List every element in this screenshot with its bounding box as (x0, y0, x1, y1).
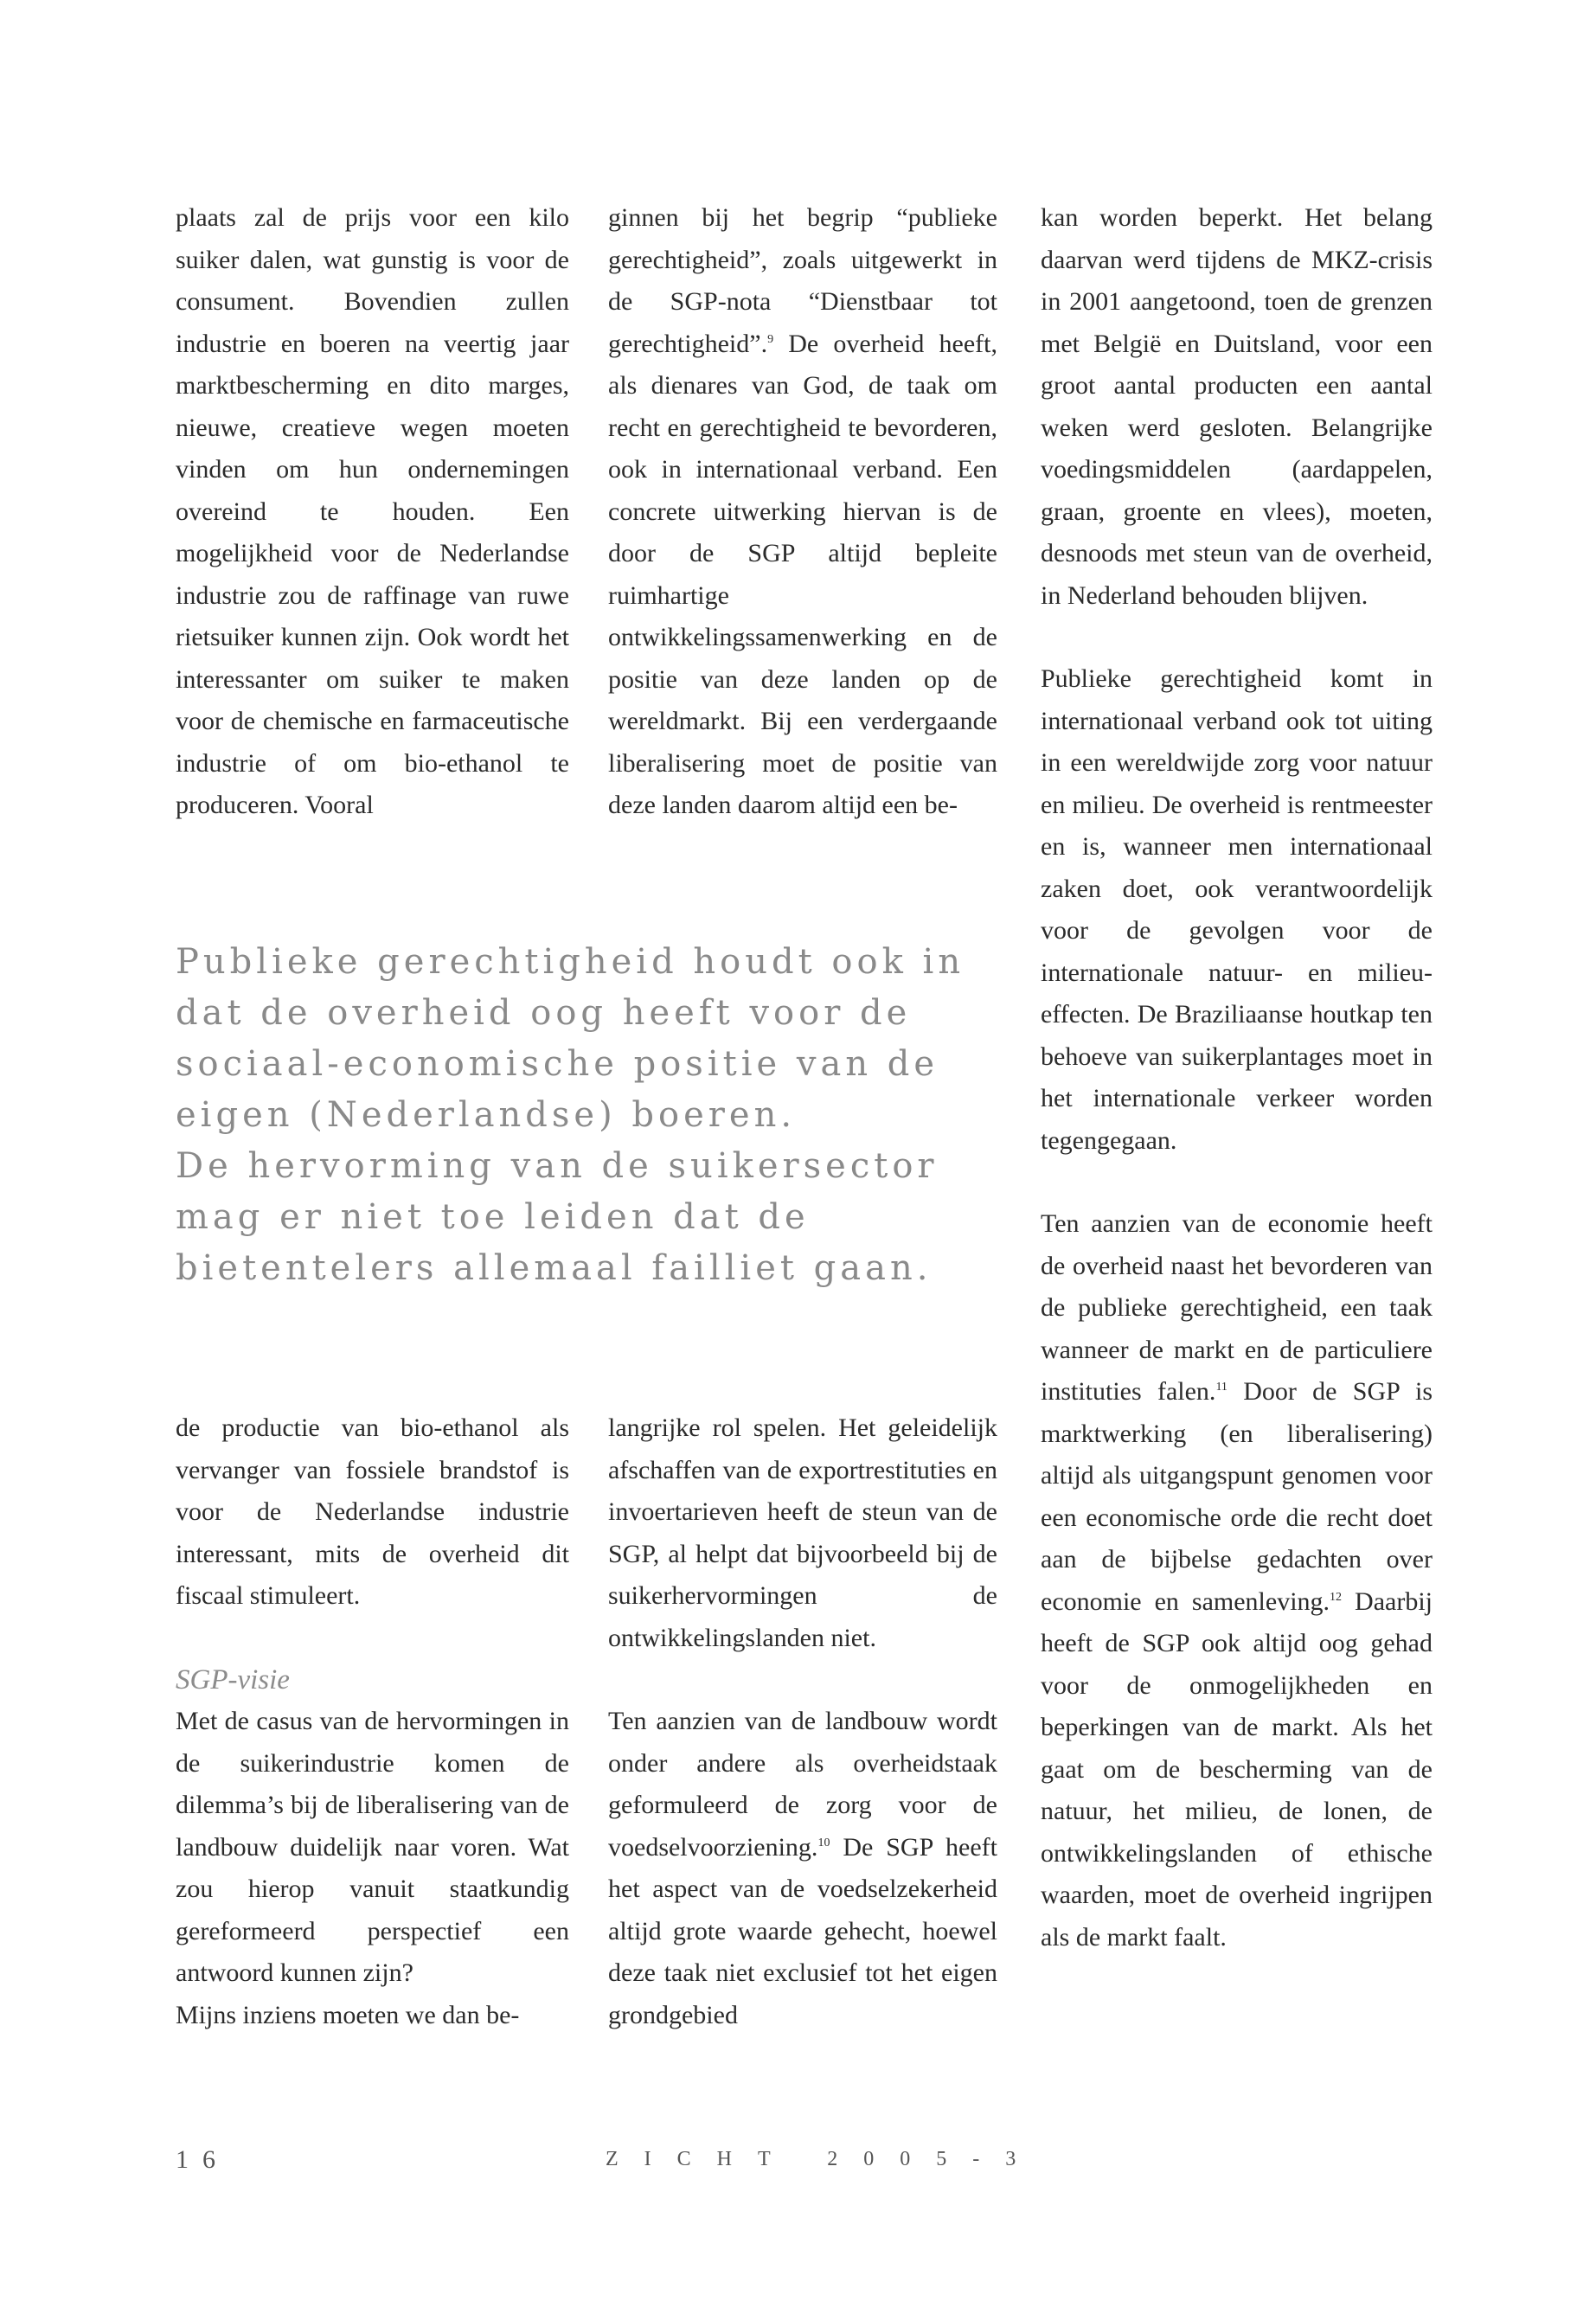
footnote-ref: 9 (767, 332, 774, 346)
paragraph: kan worden beperkt. Het belang daarvan werd tijdens de MKZ-crisis in 2001 aangetoond, toen de grenzen met België en Duitsland, voor een groot aantal producten een aantal weken werd gesloten. Belangrijke voedingsmiddelen (aardappelen, graan, groente en vlees), moeten, desnoods met steun van de overheid, in Nederland behouden blijven. (1041, 203, 1433, 610)
paragraph (1041, 1203, 1433, 1958)
footnote-ref: 12 (1330, 1590, 1343, 1604)
page-number: 16 (176, 2145, 229, 2174)
column-1-top (176, 197, 569, 827)
paragraph: langrijke rol spelen. Het geleidelijk afschaffen van de exportrestituties en invoertarieven heeft de steun van de SGP, al helpt dat bijvoorbeeld bij de suikerhervormingen de ontwikkelingslanden niet. (608, 1413, 997, 1652)
pull-quote-line: Publieke gerechtigheid houdt ook in dat de overheid oog heeft voor de sociaal-economische positie van de eigen (Nederlandse) boeren. (176, 942, 965, 1135)
text-run: De overheid heeft, als dienares van God, de taak om recht en gerechtigheid te bevorderen, ook in internationaal verband. Een concrete uitwerking hiervan is de door de SGP altijd bepleite ruimhartige ontwikkelingssamenwerking en de positie van deze landen op de wereldmarkt. Bij een verdergaande liberalisering moet de positie van deze landen daarom altijd een be- (608, 329, 997, 819)
column-3 (1041, 197, 1433, 1958)
paragraph: Mijns inziens moeten we dan be- (176, 2000, 520, 2029)
text-run: Daarbij heeft de SGP ook altijd oog gehad voor de onmogelijkheden en beperkingen van de markt. Als het gaat om de bescherming van de natuur, het milieu, de lonen, de ontwikkelingslanden of ethische waarden, moet de overheid ingrijpen als de markt faalt. (1041, 1586, 1433, 1952)
text-run: Ten aanzien van de landbouw wordt onder andere als overheidstaak geformuleerd de zorg voor de voedselvoorziening. (608, 1707, 997, 1862)
paragraph: plaats zal de prijs voor een kilo suiker dalen, wat gunstig is voor de consument. Bovendien zullen industrie en boeren na veertig jaar marktbescherming en dito marges, nieuwe, creatieve wegen moeten vinden om hun ondernemingen overeind te houden. Een mogelijkheid voor de Nederlandse industrie zou de raffinage van ruwe rietsuiker kunnen zijn. Ook wordt het interessanter om suiker te maken voor de chemische en farmaceutische industrie of om bio-ethanol te produceren. Vooral (176, 203, 569, 819)
paragraph (608, 197, 997, 827)
journal-issue: ZICHT 2005-3 (606, 2148, 1042, 2170)
text-run: Ten aanzien van de economie heeft de overheid naast het bevorderen van de publieke gerechtigheid, een taak wanneer de markt en de particuliere instituties falen. (1041, 1209, 1433, 1406)
paragraph (608, 1701, 997, 2036)
paragraph: de productie van bio-ethanol als vervanger van fossiele brandstof is voor de Nederlandse industrie interessant, mits de overheid dit fiscaal stimuleert. (176, 1413, 569, 1610)
paragraph: Met de casus van de hervormingen in de suikerindustrie komen de dilemma’s bij de liberalisering van de landbouw duidelijk naar voren. Wat zou hierop vanuit staatkundig gereformeerd perspectief een antwoord kunnen zijn? (176, 1707, 569, 1987)
column-1-bottom (176, 1407, 569, 2036)
pull-quote (176, 937, 989, 1294)
text-run: ginnen bij het begrip “publieke gerechtigheid”, zoals uitgewerkt in de SGP-nota “Dienstbaar tot gerechtigheid”. (608, 203, 997, 358)
text-run: De SGP heeft het aspect van de voedselzekerheid altijd grote waarde gehecht, hoewel deze taak niet exclusief tot het eigen grondgebied (608, 1832, 997, 2029)
text-run: Door de SGP is marktwerking (en liberalisering) altijd als uitgangspunt genomen voor een economische orde die recht doet aan de bijbelse gedachten over economie en samenleving. (1041, 1377, 1433, 1616)
column-2-bottom (608, 1407, 997, 2036)
paragraph: Publieke gerechtigheid komt in internationaal verband ook tot uiting in een wereldwijde zorg voor natuur en milieu. De overheid is rentmeester en is, wanneer men internationaal zaken doet, ook verantwoordelijk voor de gevolgen voor de internationale natuur- en milieu-effecten. De Braziliaanse houtkap ten behoeve van suikerplantages moet in het internationale verkeer worden tegengegaan. (1041, 664, 1433, 1155)
footnote-ref: 10 (817, 1836, 830, 1849)
footnote-ref: 11 (1215, 1381, 1227, 1394)
section-heading: SGP-visie (176, 1663, 290, 1695)
column-2-top (608, 197, 997, 827)
pull-quote-line: De hervorming van de suikersector mag er niet toe leiden dat de bietentelers allemaal failliet gaan. (176, 1146, 939, 1288)
